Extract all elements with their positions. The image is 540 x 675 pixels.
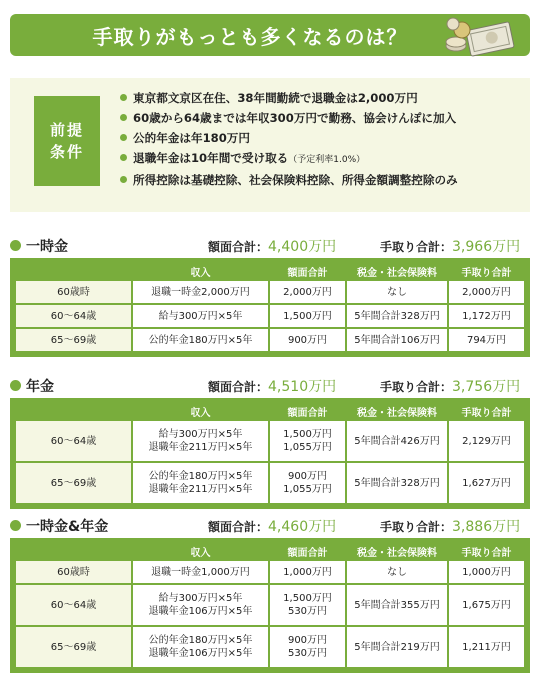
net-total-value: 3,756万円 xyxy=(452,379,521,395)
row-income xyxy=(133,463,268,503)
income-line: 退職年金211万円×5年 xyxy=(148,484,253,495)
row-net: 1,000万円 xyxy=(449,561,524,583)
table xyxy=(14,262,526,353)
row-net: 1,211万円 xyxy=(449,627,524,667)
net-total-value: 3,886万円 xyxy=(452,519,521,535)
income-line: 退職一時金2,000万円 xyxy=(151,286,250,298)
table-row xyxy=(16,561,524,583)
row-age: 60歳時 xyxy=(16,281,131,303)
gross-line: 2,000万円 xyxy=(283,286,332,298)
header-income: 収入 xyxy=(133,404,268,419)
gross-line: 530万円 xyxy=(287,606,328,617)
table-row xyxy=(16,463,524,503)
income-line: 退職年金106万円×5年 xyxy=(148,648,253,659)
net-total-label: 手取り合計： xyxy=(380,240,453,254)
gross-line: 900万円 xyxy=(287,635,328,646)
income-line: 退職年金106万円×5年 xyxy=(148,606,253,617)
header-age xyxy=(16,264,131,279)
condition-text: 東京都文京区在住、38年間勤続で退職金は2,000万円 xyxy=(133,91,418,105)
gross-line: 530万円 xyxy=(287,648,328,659)
row-age: 65～69歳 xyxy=(16,329,131,351)
row-age: 60～64歳 xyxy=(16,305,131,327)
header-net: 手取り合計 xyxy=(449,404,524,419)
gross-line: 900万円 xyxy=(287,334,328,346)
money-coins-icon xyxy=(442,16,516,62)
bullet-icon xyxy=(120,134,127,141)
row-gross xyxy=(270,329,345,351)
table-row xyxy=(16,305,524,327)
gross-total-label: 額面合計： xyxy=(208,520,269,534)
conditions-label-line2: 条件 xyxy=(49,143,84,161)
gross-total-label: 額面合計： xyxy=(208,380,269,394)
conditions-list xyxy=(120,88,458,190)
gross-total xyxy=(208,516,336,536)
table-header-row xyxy=(16,404,524,419)
income-line: 給与300万円×5年 xyxy=(158,593,243,604)
row-net: 1,172万円 xyxy=(449,305,524,327)
header-net: 手取り合計 xyxy=(449,544,524,559)
comparison-table xyxy=(10,258,530,357)
header-net: 手取り合計 xyxy=(449,264,524,279)
net-total xyxy=(380,236,520,256)
row-gross xyxy=(270,585,345,625)
row-age: 65～69歳 xyxy=(16,463,131,503)
header-age xyxy=(16,544,131,559)
table-row xyxy=(16,329,524,351)
table-row xyxy=(16,585,524,625)
gross-line: 1,000万円 xyxy=(283,566,332,578)
row-net: 2,129万円 xyxy=(449,421,524,461)
row-income xyxy=(133,627,268,667)
condition-item xyxy=(120,170,458,190)
header-age xyxy=(16,404,131,419)
conditions-panel xyxy=(10,78,530,212)
income-line: 公的年金180万円×5年 xyxy=(148,635,253,646)
income-line: 退職年金211万円×5年 xyxy=(148,442,253,453)
table-header-row xyxy=(16,544,524,559)
section-header xyxy=(10,236,530,256)
row-tax: 5年間合計219万円 xyxy=(347,627,447,667)
bullet-icon xyxy=(120,176,127,183)
table-row xyxy=(16,421,524,461)
gross-total-value: 4,460万円 xyxy=(268,519,337,535)
condition-text: 60歳から64歳までは年収300万円で勤務、協会けんぽに加入 xyxy=(133,111,457,125)
condition-item xyxy=(120,88,458,108)
header-tax: 税金・社会保険料 xyxy=(347,264,447,279)
row-tax: 5年間合計106万円 xyxy=(347,329,447,351)
gross-total-label: 額面合計： xyxy=(208,240,269,254)
header-income: 収入 xyxy=(133,544,268,559)
gross-line: 1,055万円 xyxy=(283,442,332,453)
header-gross: 額面合計 xyxy=(270,404,345,419)
condition-text: 所得控除は基礎控除、社会保険料控除、所得金額調整控除のみ xyxy=(133,173,458,187)
header-gross: 額面合計 xyxy=(270,264,345,279)
section-bullet-icon xyxy=(10,520,21,531)
condition-item xyxy=(120,128,458,148)
header-tax: 税金・社会保険料 xyxy=(347,404,447,419)
row-tax: なし xyxy=(347,561,447,583)
condition-text: 退職年金は10年間で受け取る xyxy=(133,151,289,165)
bullet-icon xyxy=(120,94,127,101)
income-line: 給与300万円×5年 xyxy=(158,429,243,440)
gross-total-value: 4,510万円 xyxy=(268,379,337,395)
row-gross xyxy=(270,561,345,583)
page-title: 手取りがもっとも多くなるのは？ xyxy=(92,24,408,49)
conditions-label xyxy=(34,96,100,186)
section-header xyxy=(10,516,530,536)
income-line: 公的年金180万円×5年 xyxy=(148,471,253,482)
condition-note: （予定利率1.0%） xyxy=(288,155,366,165)
comparison-table xyxy=(10,398,530,509)
row-tax: 5年間合計328万円 xyxy=(347,463,447,503)
row-age: 65～69歳 xyxy=(16,627,131,667)
row-tax: 5年間合計355万円 xyxy=(347,585,447,625)
condition-text: 公的年金は年180万円 xyxy=(133,131,250,145)
header-income: 収入 xyxy=(133,264,268,279)
gross-line: 1,500万円 xyxy=(283,310,332,322)
bullet-icon xyxy=(120,114,127,121)
gross-total xyxy=(208,236,336,256)
comparison-table xyxy=(10,538,530,673)
header-tax: 税金・社会保険料 xyxy=(347,544,447,559)
table-row xyxy=(16,627,524,667)
section-name: 一時金 xyxy=(26,239,68,255)
net-total xyxy=(380,516,520,536)
row-income xyxy=(133,281,268,303)
row-gross xyxy=(270,281,345,303)
section-bullet-icon xyxy=(10,240,21,251)
row-income xyxy=(133,585,268,625)
row-net: 794万円 xyxy=(449,329,524,351)
row-tax: なし xyxy=(347,281,447,303)
table xyxy=(14,542,526,669)
row-income xyxy=(133,421,268,461)
condition-item xyxy=(120,148,458,170)
gross-total-value: 4,400万円 xyxy=(268,239,337,255)
net-total xyxy=(380,376,520,396)
row-tax: 5年間合計426万円 xyxy=(347,421,447,461)
gross-line: 1,055万円 xyxy=(283,484,332,495)
row-age: 60～64歳 xyxy=(16,585,131,625)
gross-line: 1,500万円 xyxy=(283,429,332,440)
row-gross xyxy=(270,305,345,327)
row-age: 60～64歳 xyxy=(16,421,131,461)
income-line: 公的年金180万円×5年 xyxy=(148,334,253,346)
gross-line: 1,500万円 xyxy=(283,593,332,604)
table-header-row xyxy=(16,264,524,279)
section-name: 年金 xyxy=(26,379,54,395)
section-bullet-icon xyxy=(10,380,21,391)
header-gross: 額面合計 xyxy=(270,544,345,559)
gross-line: 900万円 xyxy=(287,471,328,482)
gross-total xyxy=(208,376,336,396)
net-total-label: 手取り合計： xyxy=(380,520,453,534)
condition-item xyxy=(120,108,458,128)
net-total-value: 3,966万円 xyxy=(452,239,521,255)
title-banner xyxy=(10,14,530,56)
row-net: 2,000万円 xyxy=(449,281,524,303)
row-age: 60歳時 xyxy=(16,561,131,583)
income-line: 給与300万円×5年 xyxy=(158,310,243,322)
row-gross xyxy=(270,421,345,461)
row-net: 1,627万円 xyxy=(449,463,524,503)
conditions-label-line1: 前提 xyxy=(49,121,84,139)
table-row xyxy=(16,281,524,303)
net-total-label: 手取り合計： xyxy=(380,380,453,394)
section-header xyxy=(10,376,530,396)
row-gross xyxy=(270,627,345,667)
table xyxy=(14,402,526,505)
row-tax: 5年間合計328万円 xyxy=(347,305,447,327)
row-income xyxy=(133,561,268,583)
section-name: 一時金&年金 xyxy=(26,519,109,535)
row-income xyxy=(133,329,268,351)
row-income xyxy=(133,305,268,327)
bullet-icon xyxy=(120,154,127,161)
row-net: 1,675万円 xyxy=(449,585,524,625)
income-line: 退職一時金1,000万円 xyxy=(151,566,250,578)
row-gross xyxy=(270,463,345,503)
